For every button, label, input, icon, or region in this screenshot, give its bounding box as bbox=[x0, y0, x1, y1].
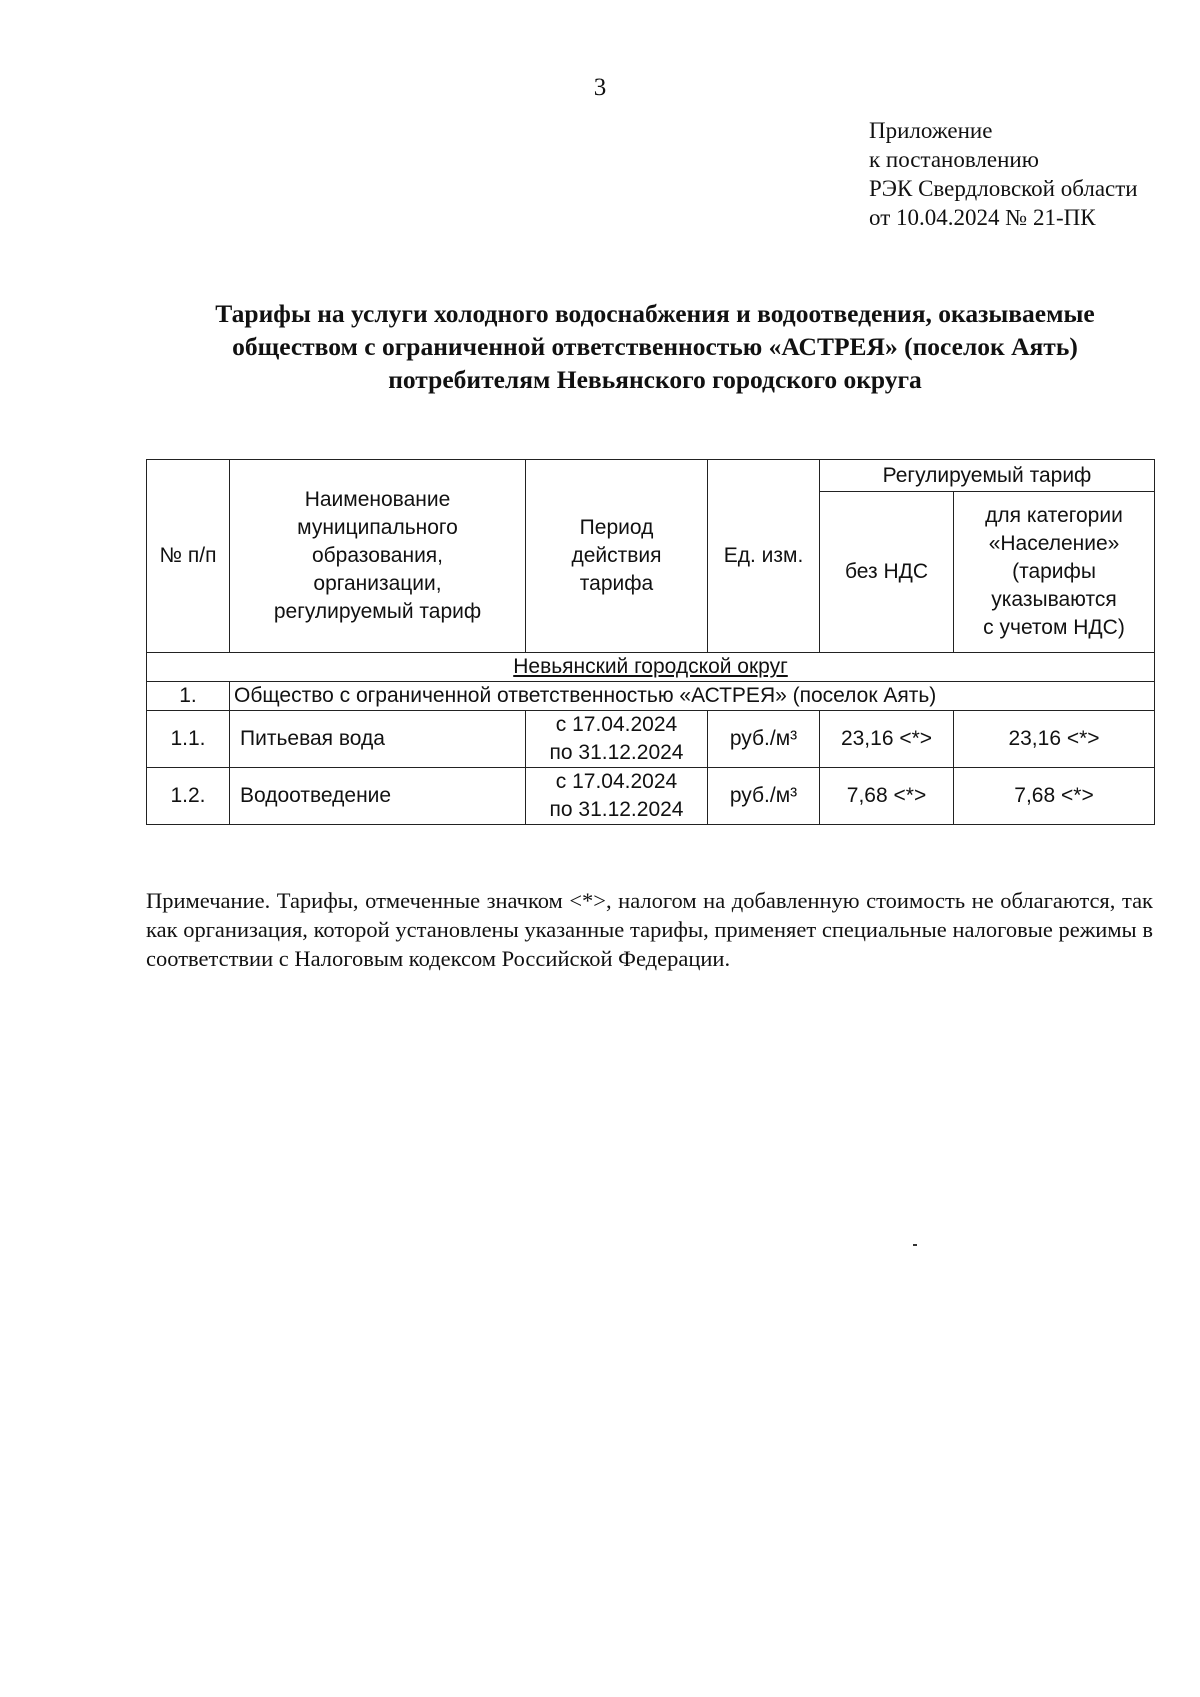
row-num: 1.1. bbox=[147, 711, 230, 768]
appendix-line: Приложение bbox=[869, 118, 993, 143]
appendix-line: к постановлению bbox=[869, 147, 1039, 172]
header-population: для категории «Население» (тарифы указываются с учетом НДС) bbox=[954, 492, 1155, 653]
document-title bbox=[140, 297, 1170, 396]
title-line: Тарифы на услуги холодного водоснабжения и водоотведения, оказываемые bbox=[215, 299, 1095, 328]
header-regulated-tariff: Регулируемый тариф bbox=[820, 460, 1155, 492]
row-num: 1.2. bbox=[147, 768, 230, 825]
organization-name: Общество с ограниченной ответственностью «АСТРЕЯ» (поселок Аять) bbox=[230, 682, 1155, 711]
table-row bbox=[147, 711, 1155, 768]
header-without-vat: без НДС bbox=[820, 492, 954, 653]
appendix-block bbox=[869, 116, 1138, 232]
title-line: обществом с ограниченной ответственностью «АСТРЕЯ» (поселок Аять) bbox=[232, 332, 1078, 361]
row-tariff-population: 7,68 <*> bbox=[954, 768, 1155, 825]
header-unit: Ед. изм. bbox=[708, 460, 820, 653]
header-name: Наименование муниципального образования, организации, регулируемый тариф bbox=[230, 460, 526, 653]
organization-row bbox=[147, 682, 1155, 711]
header-period: Период действия тарифа bbox=[526, 460, 708, 653]
title-line: потребителям Невьянского городского округа bbox=[388, 365, 922, 394]
row-name: Водоотведение bbox=[230, 768, 526, 825]
header-num: № п/п bbox=[147, 460, 230, 653]
row-tariff-population: 23,16 <*> bbox=[954, 711, 1155, 768]
row-period: с 17.04.2024 по 31.12.2024 bbox=[526, 768, 708, 825]
row-unit: руб./м³ bbox=[708, 711, 820, 768]
row-tariff-without-vat: 23,16 <*> bbox=[820, 711, 954, 768]
appendix-line: от 10.04.2024 № 21-ПК bbox=[869, 205, 1096, 230]
appendix-line: РЭК Свердловской области bbox=[869, 176, 1138, 201]
page-number: 3 bbox=[593, 74, 607, 101]
section-row bbox=[147, 653, 1155, 682]
row-unit: руб./м³ bbox=[708, 768, 820, 825]
row-period: с 17.04.2024 по 31.12.2024 bbox=[526, 711, 708, 768]
table-row bbox=[147, 768, 1155, 825]
organization-num: 1. bbox=[147, 682, 230, 711]
row-tariff-without-vat: 7,68 <*> bbox=[820, 768, 954, 825]
tariff-table bbox=[146, 459, 1155, 825]
section-title: Невьянский городской округ bbox=[147, 653, 1155, 682]
scan-artifact bbox=[913, 1244, 917, 1246]
row-name: Питьевая вода bbox=[230, 711, 526, 768]
note-paragraph: Примечание. Тарифы, отмеченные значком <*>, налогом на добавленную стоимость не облагаются, так как организация, которой установлены указанные тарифы, применяет специальные налоговые режимы в соответствии с Налоговым кодексом Российской Федерации. bbox=[146, 888, 1153, 971]
table-header-row bbox=[147, 460, 1155, 492]
